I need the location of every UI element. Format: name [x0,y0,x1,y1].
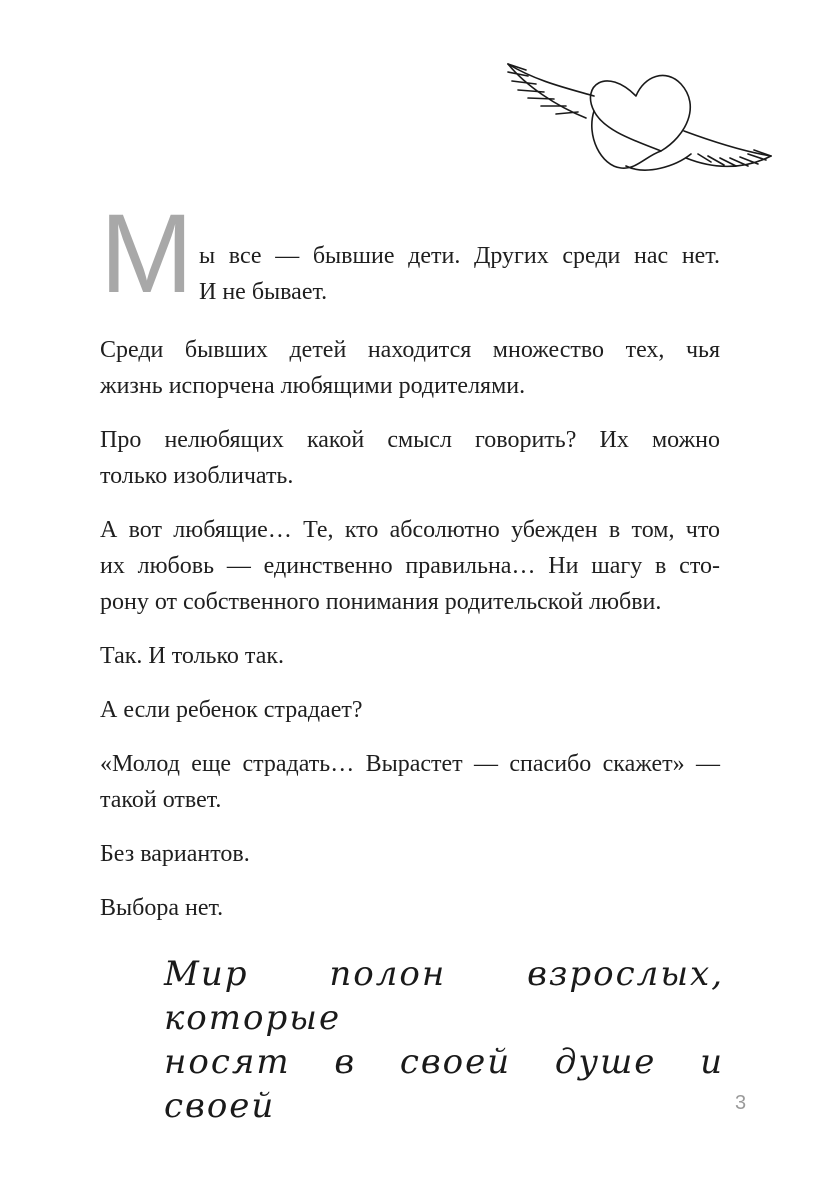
handwritten-line-1: Мир полон взрослых, которые [164,954,724,1038]
paragraph [100,746,720,818]
paragraph-line: такой ответ. [100,787,222,813]
paragraph-line: их любовь — единственно правильна… Ни шагу в сто- [100,553,720,579]
page-number: 3 [735,1092,747,1114]
paragraph-line: Про нелюбящих какой смысл говорить? Их можно [100,427,720,453]
paragraph [100,332,720,404]
main-text [100,191,720,944]
paragraph-line: Так. И только так. [100,643,285,669]
paragraph-line: Выбора нет. [100,895,224,921]
paragraph [100,512,720,620]
opening-line-1: ы все — бывшие дети. Других среди нас нет. [199,243,720,269]
paragraph-line: А вот любящие… Те, кто абсолютно убежден в том, что [100,517,720,543]
paragraph-line: рону от собственного понимания родительской любви. [100,589,662,615]
handwritten-line-2: носят в своей душе и своей [164,1042,724,1126]
paragraph-line: жизнь испорчена любящими родителями. [100,373,526,399]
paragraph-line: А если ребенок страдает? [100,697,363,723]
paragraph [100,836,720,872]
opening-paragraph [100,191,720,316]
opening-lines [199,238,720,310]
winged-heart-illustration [486,26,786,186]
paragraph [100,692,720,728]
paragraph [100,890,720,926]
paragraph-line: Среди бывших детей находится множество тех, чья [100,337,720,363]
handwritten-quote [164,952,724,1128]
winged-heart-icon [486,26,786,186]
drop-cap-letter: М [100,191,190,316]
paragraph-line: Без вариантов. [100,841,250,867]
opening-line-2: И не бывает. [199,279,328,305]
paragraph [100,422,720,494]
paragraph [100,638,720,674]
paragraph-line: «Молод еще страдать… Вырастет — спасибо скажет» — [100,751,720,777]
paragraph-line: только изобличать. [100,463,294,489]
